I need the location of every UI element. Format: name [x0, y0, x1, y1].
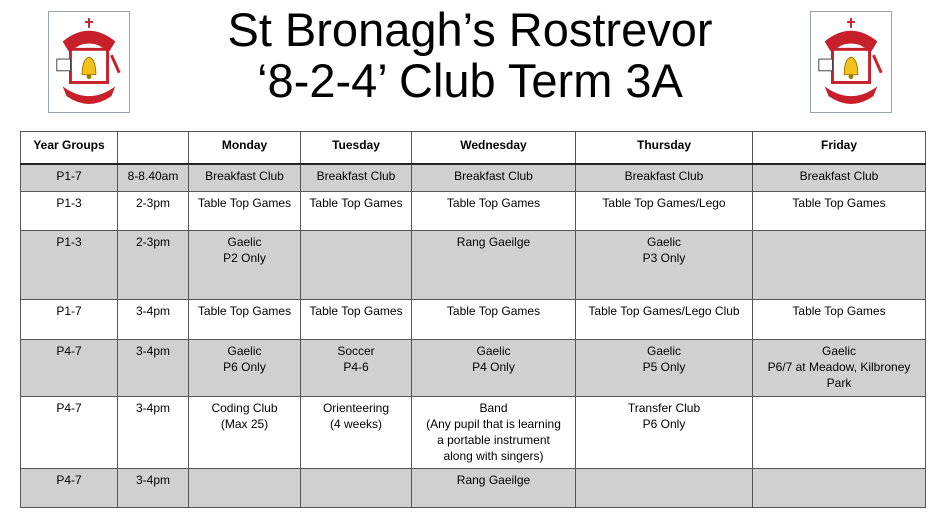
cell-text-line: Gaelic	[646, 343, 681, 358]
wednesday-cell	[412, 468, 576, 507]
cell-text-line: Table Top Games	[197, 195, 292, 210]
tuesday-cell	[301, 230, 412, 299]
cell-text-line: Table Top Games/Lego	[602, 195, 726, 210]
monday-cell	[189, 191, 301, 230]
year-group-cell	[21, 339, 118, 396]
cell-text-line: P3 Only	[642, 250, 686, 265]
cell-text-line: P6/7 at Meadow, Kilbroney	[767, 359, 911, 374]
cell-text-line: Rang Gaeilge	[456, 472, 531, 487]
page-title	[140, 4, 800, 106]
crest-icon	[811, 12, 891, 112]
cell-text-line: Transfer Club	[627, 400, 701, 415]
cell-text-line: (4 weeks)	[329, 416, 382, 431]
year-group-cell	[21, 468, 118, 507]
cell-text-line: Park	[826, 375, 852, 390]
cell-text-line: 3-4pm	[135, 343, 170, 358]
header-monday: Monday	[189, 132, 301, 165]
year-group-cell	[21, 191, 118, 230]
cell-text-line: P1-7	[56, 303, 82, 318]
cell-text-line: 8-8.40am	[127, 169, 179, 183]
wednesday-cell	[412, 299, 576, 339]
schedule-body	[21, 164, 926, 507]
cell-text-line: P4-7	[56, 472, 82, 487]
year-group-cell	[21, 230, 118, 299]
tuesday-cell	[301, 468, 412, 507]
monday-cell	[189, 299, 301, 339]
cell-text-line: (Any pupil that is learning	[426, 416, 561, 431]
table-row	[21, 299, 926, 339]
cell-text-line: Table Top Games/Lego Club	[588, 303, 740, 318]
time-cell	[118, 230, 189, 299]
table-row	[21, 230, 926, 299]
cell-text-line: (Max 25)	[220, 416, 269, 431]
friday-cell	[753, 230, 926, 299]
school-crest-right	[810, 11, 892, 113]
cell-text-line: 3-4pm	[135, 472, 170, 487]
cell-text-line: P1-7	[56, 169, 82, 183]
friday-cell	[753, 191, 926, 230]
tuesday-cell	[301, 299, 412, 339]
cell-text-line: Breakfast Club	[624, 169, 704, 183]
friday-cell	[753, 164, 926, 191]
thursday-cell	[576, 339, 753, 396]
cell-text-line: Table Top Games	[792, 195, 886, 210]
thursday-cell	[576, 191, 753, 230]
monday-cell	[189, 468, 301, 507]
cell-text-line: 2-3pm	[135, 195, 170, 210]
school-crest-left	[48, 11, 130, 113]
cell-text-line: 3-4pm	[135, 400, 170, 415]
year-group-cell	[21, 164, 118, 191]
cell-text-line: Band	[479, 400, 508, 415]
time-cell	[118, 299, 189, 339]
cell-text-line: Table Top Games	[309, 303, 403, 318]
header-row	[21, 132, 926, 165]
friday-cell	[753, 468, 926, 507]
cell-text-line: Table Top Games	[446, 303, 541, 318]
cell-text-line: Orienteering	[322, 400, 390, 415]
year-group-cell	[21, 396, 118, 468]
monday-cell	[189, 164, 301, 191]
header-thursday: Thursday	[576, 132, 753, 165]
cell-text-line: Gaelic	[476, 343, 511, 358]
thursday-cell	[576, 230, 753, 299]
header-tuesday: Tuesday	[301, 132, 412, 165]
table-row	[21, 468, 926, 507]
cell-text-line: Gaelic	[646, 234, 681, 249]
cell-text-line: Breakfast Club	[316, 169, 396, 183]
cell-text-line: Breakfast Club	[205, 169, 284, 183]
tuesday-cell	[301, 164, 412, 191]
cell-text-line: Breakfast Club	[454, 169, 533, 183]
wednesday-cell	[412, 396, 576, 468]
cell-text-line: Coding Club	[211, 400, 278, 415]
cell-text-line: Soccer	[337, 343, 375, 358]
tuesday-cell	[301, 396, 412, 468]
monday-cell	[189, 230, 301, 299]
thursday-cell	[576, 396, 753, 468]
wednesday-cell	[412, 164, 576, 191]
cell-text-line: Table Top Games	[792, 303, 886, 318]
cell-text-line: P4 Only	[472, 359, 515, 374]
header-wednesday: Wednesday	[412, 132, 576, 165]
table-row	[21, 191, 926, 230]
cell-text-line: P6 Only	[223, 359, 266, 374]
friday-cell	[753, 396, 926, 468]
header-time	[118, 132, 189, 165]
cell-text-line: Breakfast Club	[799, 169, 879, 183]
cell-text-line: P4-7	[56, 343, 82, 358]
cell-text-line: Gaelic	[821, 343, 856, 358]
time-cell	[118, 468, 189, 507]
cell-text-line: 3-4pm	[135, 303, 170, 318]
table-row	[21, 339, 926, 396]
title-line-2: ‘8-2-4’ Club Term 3A	[257, 54, 683, 107]
tuesday-cell	[301, 339, 412, 396]
thursday-cell	[576, 468, 753, 507]
cell-text-line: P1-3	[56, 195, 82, 210]
header-friday: Friday	[753, 132, 926, 165]
cell-text-line: Table Top Games	[446, 195, 541, 210]
cell-text-line: P4-6	[343, 359, 369, 374]
wednesday-cell	[412, 230, 576, 299]
thursday-cell	[576, 164, 753, 191]
time-cell	[118, 191, 189, 230]
friday-cell	[753, 339, 926, 396]
cell-text-line: Table Top Games	[197, 303, 292, 318]
crest-icon	[49, 12, 129, 112]
friday-cell	[753, 299, 926, 339]
tuesday-cell	[301, 191, 412, 230]
monday-cell	[189, 396, 301, 468]
cell-text-line: P5 Only	[642, 359, 686, 374]
cell-text-line: Table Top Games	[309, 195, 403, 210]
monday-cell	[189, 339, 301, 396]
title-line-1: St Bronagh’s Rostrevor	[227, 3, 713, 56]
cell-text-line: Gaelic	[227, 234, 262, 249]
cell-text-line: a portable instrument	[437, 432, 550, 447]
time-cell	[118, 396, 189, 468]
header-year-groups: Year Groups	[21, 132, 118, 165]
cell-text-line: P6 Only	[642, 416, 686, 431]
cell-text-line: Gaelic	[227, 343, 262, 358]
time-cell	[118, 164, 189, 191]
year-group-cell	[21, 299, 118, 339]
wednesday-cell	[412, 191, 576, 230]
time-cell	[118, 339, 189, 396]
cell-text-line: along with singers)	[443, 448, 544, 463]
wednesday-cell	[412, 339, 576, 396]
cell-text-line: P4-7	[56, 400, 82, 415]
thursday-cell	[576, 299, 753, 339]
club-schedule-table	[20, 131, 926, 508]
table-row	[21, 164, 926, 191]
cell-text-line: 2-3pm	[135, 234, 170, 249]
cell-text-line: Rang Gaeilge	[456, 234, 531, 249]
cell-text-line: P2 Only	[223, 250, 266, 265]
table-row	[21, 396, 926, 468]
cell-text-line: P1-3	[56, 234, 82, 249]
